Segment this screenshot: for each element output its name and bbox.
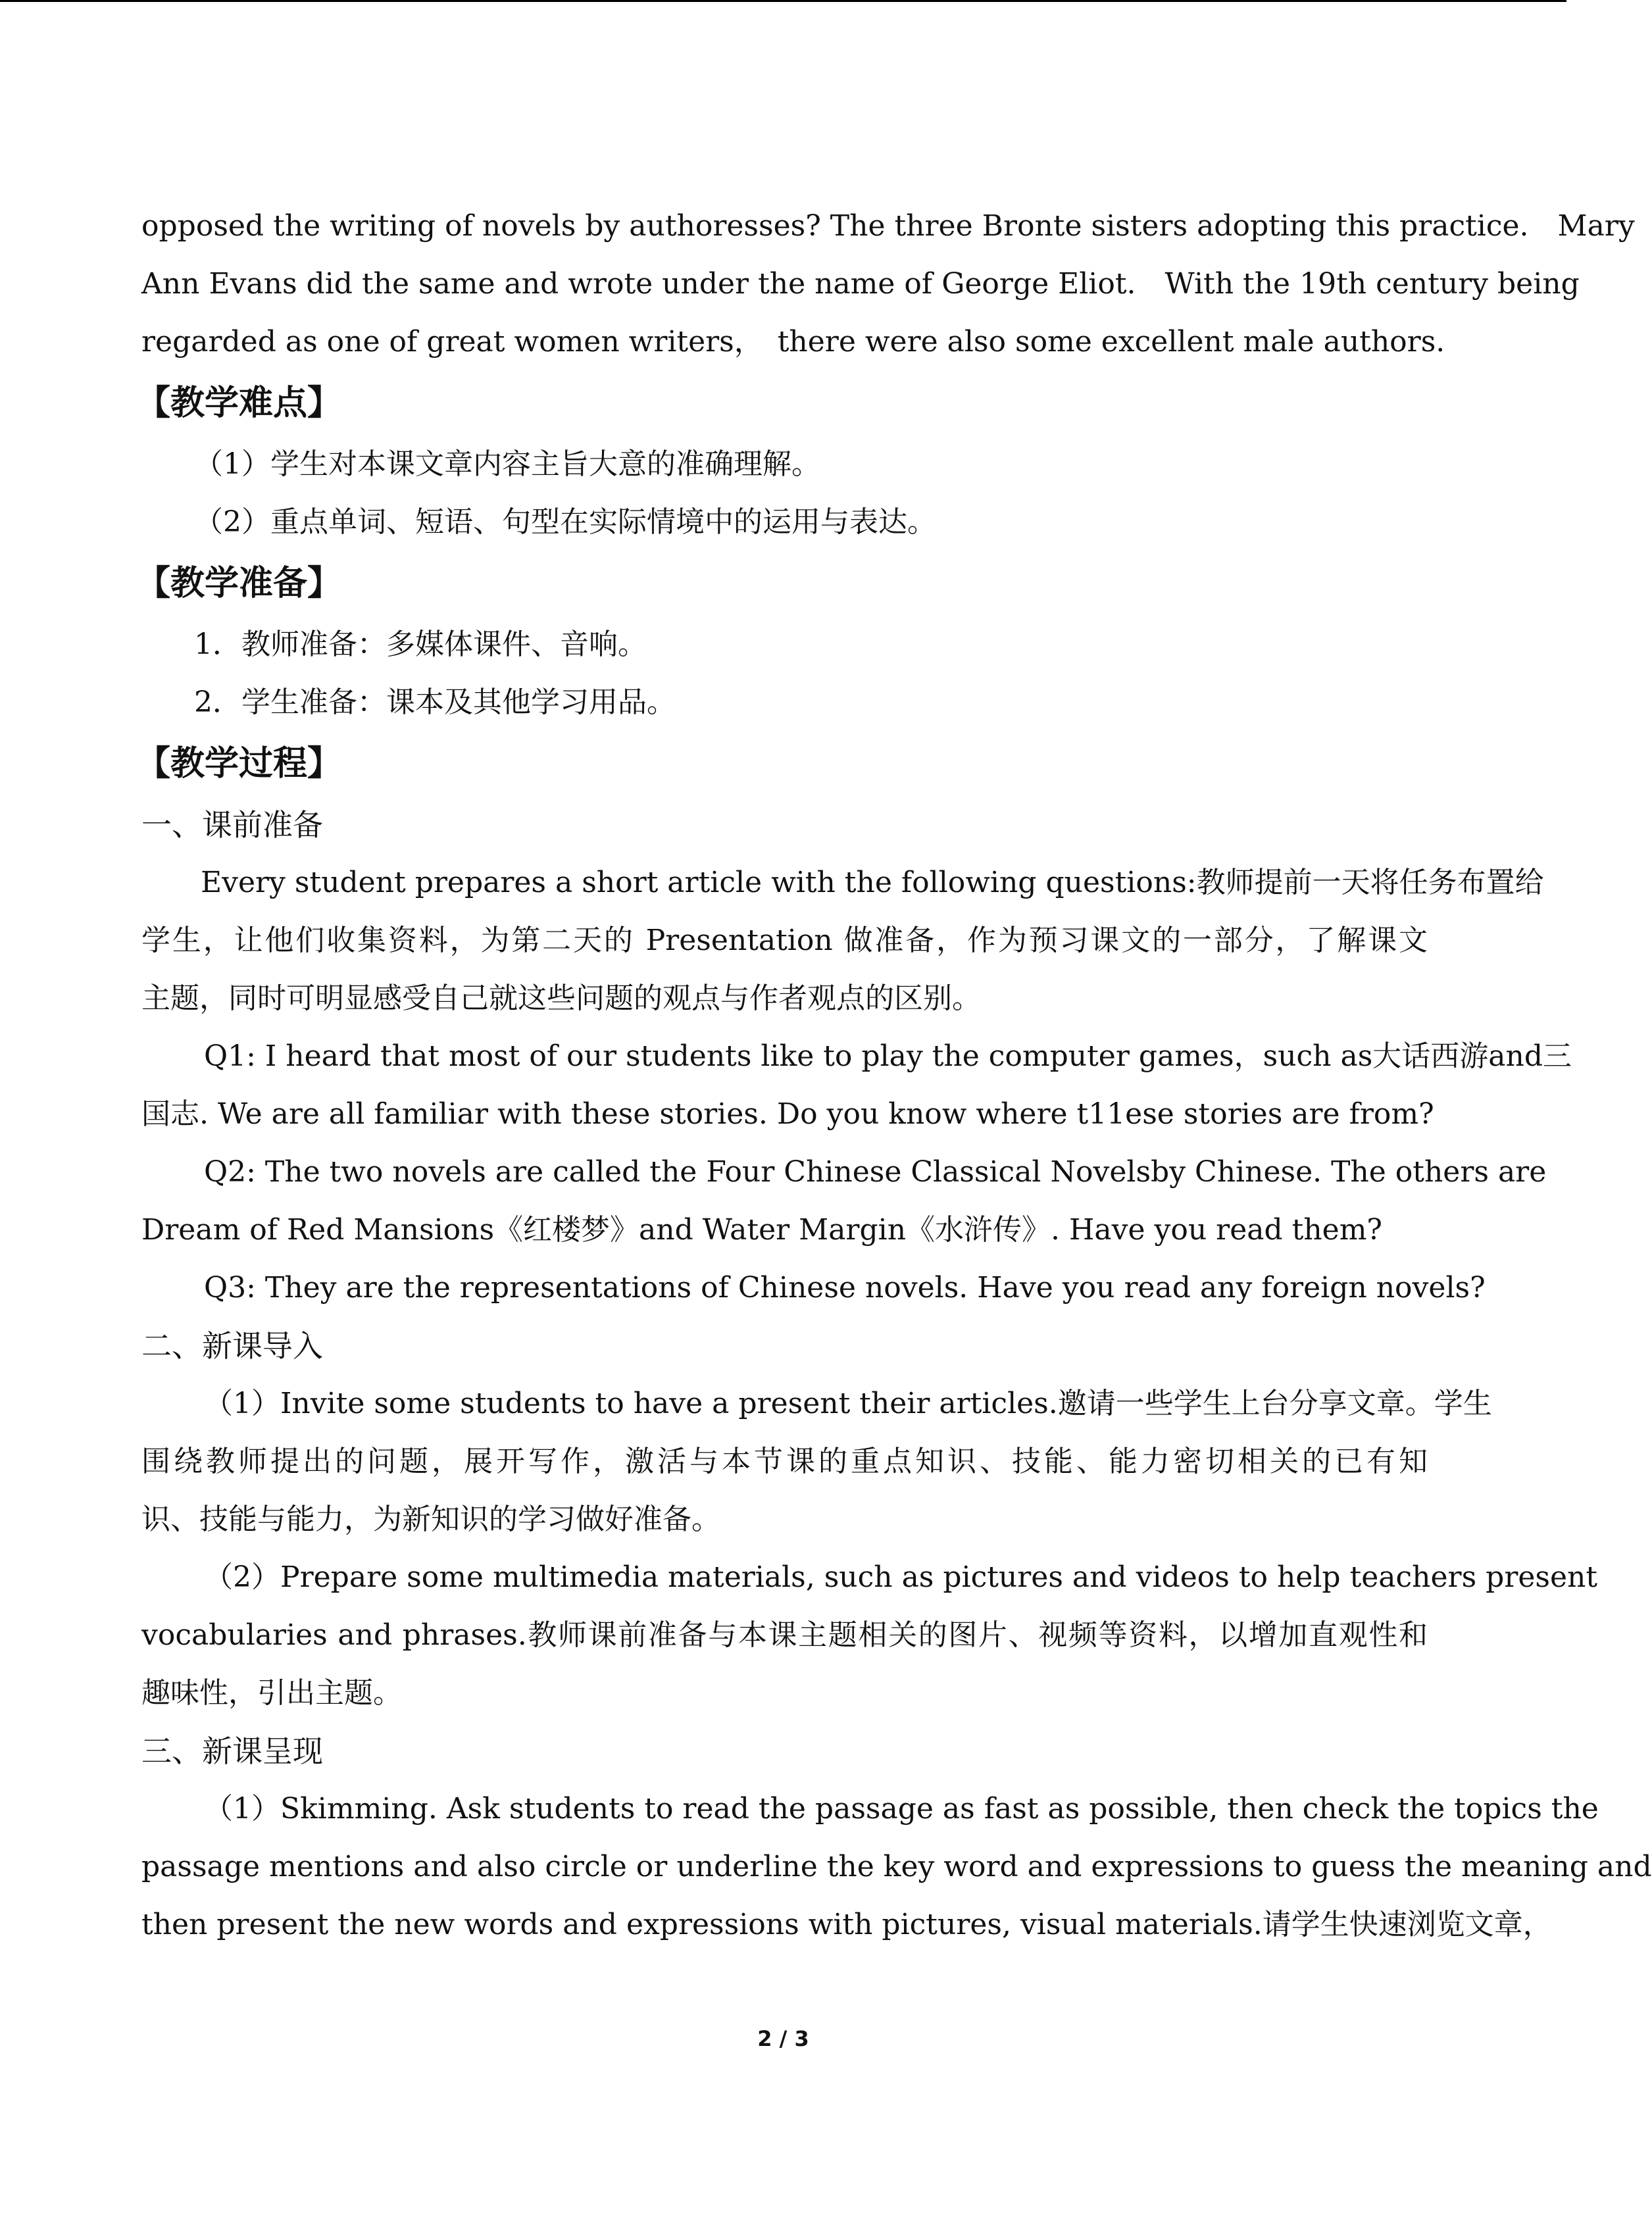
text-line: Ann Evans did the same and wrote under the name of George Eliot. With the 19th century being bbox=[141, 267, 1580, 301]
text-line: 学生，让他们收集资料，为第二天的 Presentation 做准备，作为预习课文的一部分，了解课文 bbox=[141, 924, 1428, 957]
difficulties-list bbox=[141, 436, 1428, 551]
text-line: 趣味性，引出主题。 bbox=[141, 1676, 402, 1710]
text-line: （1）Skimming. Ask students to read the passage as fast as possible, then check the topics the bbox=[204, 1792, 1599, 1826]
text-line: （2）Prepare some multimedia materials, such as pictures and videos to help teachers present bbox=[204, 1560, 1598, 1594]
preparation-heading: 【教学准备】 bbox=[136, 564, 342, 603]
intro-paragraph bbox=[141, 197, 1635, 371]
section-title-lead-in: 二、新课导入 bbox=[141, 1328, 323, 1364]
text-line: vocabularies and phrases.教师课前准备与本课主题相关的图片、视频等资料，以增加直观性和 bbox=[141, 1618, 1428, 1652]
text-line: Q2: The two novels are called the Four Chinese Classical Novelsby Chinese. The others are bbox=[204, 1155, 1547, 1189]
process-heading: 【教学过程】 bbox=[136, 744, 342, 784]
list-item: 2．学生准备：课本及其他学习用品。 bbox=[194, 685, 676, 719]
text-line: 国志. We are all familiar with these stories. Do you know where t11ese stories are from? bbox=[141, 1097, 1434, 1131]
lead-in-paragraph-2 bbox=[141, 1549, 1598, 1722]
list-item: （2）重点单词、短语、句型在实际情境中的运用与表达。 bbox=[194, 505, 936, 539]
preparation-list bbox=[141, 616, 1428, 732]
text-line: then present the new words and expressions with pictures, visual materials.请学生快速浏览文章， bbox=[141, 1908, 1552, 1941]
text-line: 围绕教师提出的问题，展开写作，激活与本节课的重点知识、技能、能力密切相关的已有知 bbox=[141, 1445, 1428, 1478]
document-page bbox=[136, 197, 1652, 1954]
pre-class-paragraph bbox=[141, 854, 1544, 1028]
text-line: Dream of Red Mansions《红楼梦》and Water Margin《水浒传》. Have you read them? bbox=[141, 1213, 1383, 1247]
question-q1 bbox=[141, 1028, 1572, 1143]
text-line: Every student prepares a short article with the following questions:教师提前一天将任务布置给 bbox=[201, 866, 1544, 899]
text-line: （1）Invite some students to have a present their articles.邀请一些学生上台分享文章。学生 bbox=[204, 1387, 1492, 1420]
difficulties-heading: 【教学难点】 bbox=[136, 384, 342, 423]
page-number: 2 / 3 bbox=[757, 2026, 809, 2051]
presentation-paragraph-1 bbox=[141, 1780, 1652, 1954]
section-title-presentation: 三、新课呈现 bbox=[141, 1733, 323, 1769]
section-title-pre-class: 一、课前准备 bbox=[141, 807, 323, 843]
top-border-line bbox=[0, 0, 1566, 2]
text-line: opposed the writing of novels by authoresses? The three Bronte sisters adopting this practice. Mary bbox=[141, 209, 1635, 243]
text-line: 识、技能与能力，为新知识的学习做好准备。 bbox=[141, 1503, 720, 1536]
question-q2 bbox=[141, 1143, 1547, 1259]
text-line: passage mentions and also circle or underline the key word and expressions to guess the meaning and bbox=[141, 1850, 1652, 1883]
list-item: 1．教师准备：多媒体课件、音响。 bbox=[194, 628, 647, 661]
text-line: 主题，同时可明显感受自己就这些问题的观点与作者观点的区别。 bbox=[141, 982, 981, 1015]
list-item: （1）学生对本课文章内容主旨大意的准确理解。 bbox=[194, 447, 820, 481]
text-line: Q3: They are the representations of Chinese novels. Have you read any foreign novels? bbox=[204, 1271, 1486, 1305]
text-line: regarded as one of great women writers， there were also some excellent male authors. bbox=[141, 325, 1445, 359]
question-q3 bbox=[141, 1259, 1486, 1317]
text-line: Q1: I heard that most of our students like to play the computer games，such as大话西游and三 bbox=[204, 1039, 1572, 1073]
lead-in-paragraph-1 bbox=[141, 1375, 1492, 1549]
